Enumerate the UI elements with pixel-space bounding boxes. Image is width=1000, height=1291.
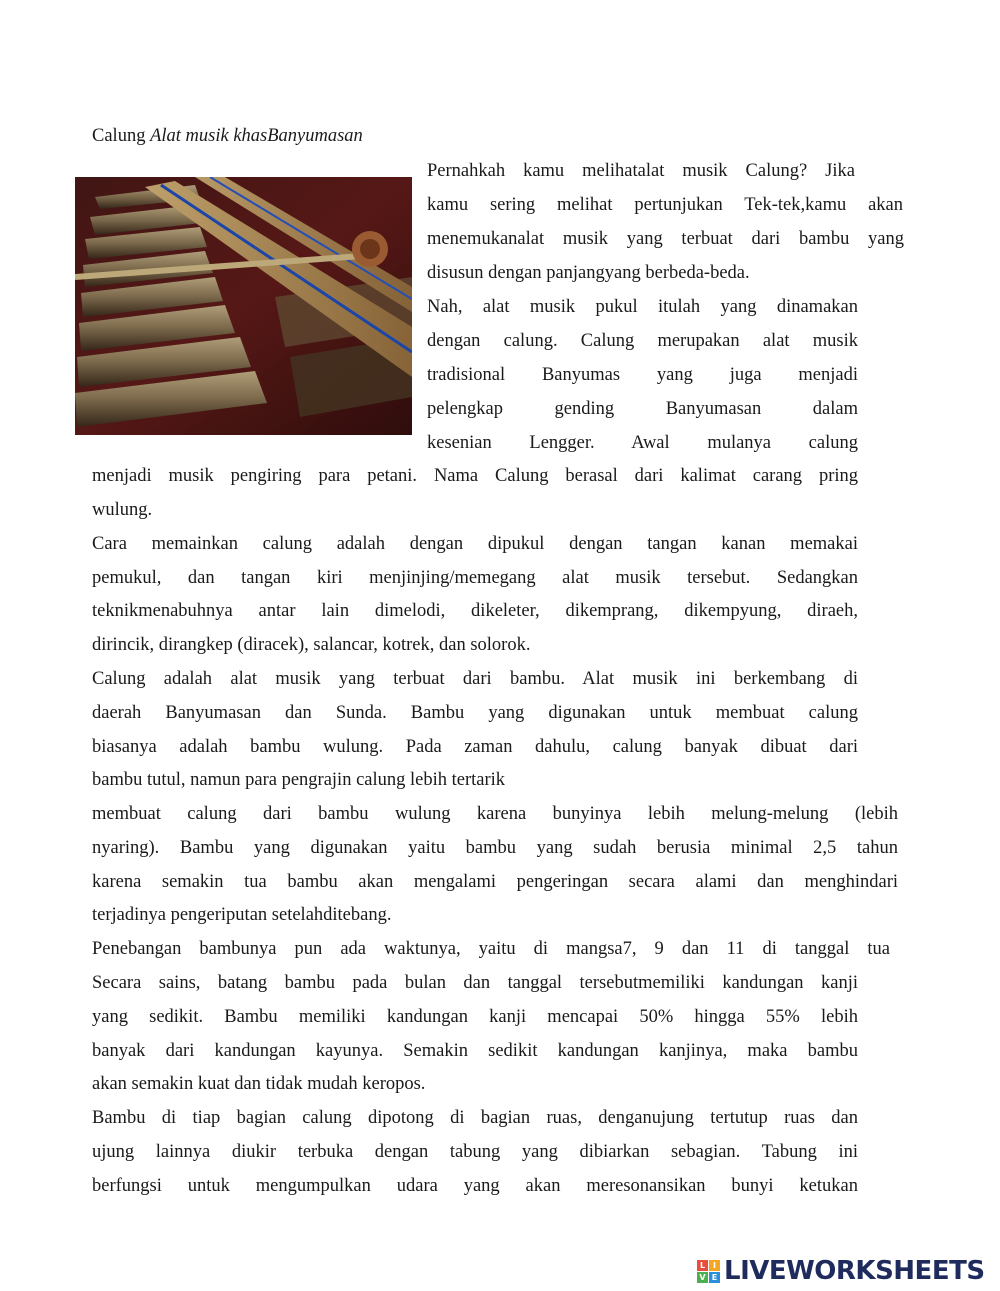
title-italic: Alat musik khasBanyumasan (150, 126, 363, 146)
text-line: banyak dari kandungan kayunya. Semakin sedikit kandungan kanjinya, maka bambu (92, 1041, 858, 1061)
document-title (92, 126, 363, 147)
logo-block: V (697, 1272, 708, 1283)
text-line: tradisional Banyumas yang juga menjadi (427, 365, 858, 385)
text-line: kamu sering melihat pertunjukan Tek-tek,kamu akan (427, 195, 903, 215)
text-line: Secara sains, batang bambu pada bulan dan tanggal tersebutmemiliki kandungan kanji (92, 973, 858, 993)
text-line: teknikmenabuhnya antar lain dimelodi, dikeleter, dikemprang, dikempyung, diraeh, (92, 601, 858, 621)
text-line: menemukanalat musik yang terbuat dari bambu yang (427, 229, 904, 249)
text-line: pelengkap gending Banyumasan dalam (427, 399, 858, 419)
text-line: disusun dengan panjangyang berbeda-beda. (427, 263, 750, 283)
text-line: Bambu di tiap bagian calung dipotong di bagian ruas, denganujung tertutup ruas dan (92, 1108, 858, 1128)
text-line: membuat calung dari bambu wulung karena bunyinya lebih melung-melung (lebih (92, 804, 898, 824)
text-line: nyaring). Bambu yang digunakan yaitu bambu yang sudah berusia minimal 2,5 tahun (92, 838, 898, 858)
text-line: Cara memainkan calung adalah dengan dipukul dengan tangan kanan memakai (92, 534, 858, 554)
logo-text: LIVEWORKSHEETS (724, 1256, 985, 1286)
text-line: Pernahkah kamu melihatalat musik Calung? Jika (427, 161, 855, 181)
title-plain: Calung (92, 126, 151, 146)
logo-block: I (709, 1260, 720, 1271)
text-line: wulung. (92, 500, 153, 520)
text-line: menjadi musik pengiring para petani. Nama Calung berasal dari kalimat carang pring (92, 466, 858, 486)
text-line: daerah Banyumasan dan Sunda. Bambu yang digunakan untuk membuat calung (92, 703, 858, 723)
text-line: terjadinya pengeriputan setelahditebang. (92, 905, 392, 925)
text-line: ujung lainnya diukir terbuka dengan tabung yang dibiarkan sebagian. Tabung ini (92, 1142, 858, 1162)
text-line: berfungsi untuk mengumpulkan udara yang akan meresonansikan bunyi ketukan (92, 1176, 858, 1196)
text-line: Penebangan bambunya pun ada waktunya, yaitu di mangsa7, 9 dan 11 di tanggal tua (92, 939, 890, 959)
text-line: bambu tutul, namun para pengrajin calung lebih tertarik (92, 770, 506, 790)
logo-blocks-icon (697, 1260, 720, 1283)
calung-photo (75, 177, 412, 435)
text-line: dirincik, dirangkep (diracek), salancar, kotrek, dan solorok. (92, 635, 531, 655)
liveworksheets-logo[interactable] (697, 1256, 985, 1286)
logo-block: L (697, 1260, 708, 1271)
text-line: pemukul, dan tangan kiri menjinjing/memegang alat musik tersebut. Sedangkan (92, 568, 858, 588)
text-line: Calung adalah alat musik yang terbuat dari bambu. Alat musik ini berkembang di (92, 669, 858, 689)
text-line: biasanya adalah bambu wulung. Pada zaman dahulu, calung banyak dibuat dari (92, 737, 858, 757)
text-line: kesenian Lengger. Awal mulanya calung (427, 433, 858, 453)
text-line: dengan calung. Calung merupakan alat musik (427, 331, 858, 351)
logo-block: E (709, 1272, 720, 1283)
text-line: akan semakin kuat dan tidak mudah keropos. (92, 1074, 426, 1094)
text-line: Nah, alat musik pukul itulah yang dinamakan (427, 297, 858, 317)
text-line: karena semakin tua bambu akan mengalami pengeringan secara alami dan menghindari (92, 872, 898, 892)
text-line: yang sedikit. Bambu memiliki kandungan kanji mencapai 50% hingga 55% lebih (92, 1007, 858, 1027)
